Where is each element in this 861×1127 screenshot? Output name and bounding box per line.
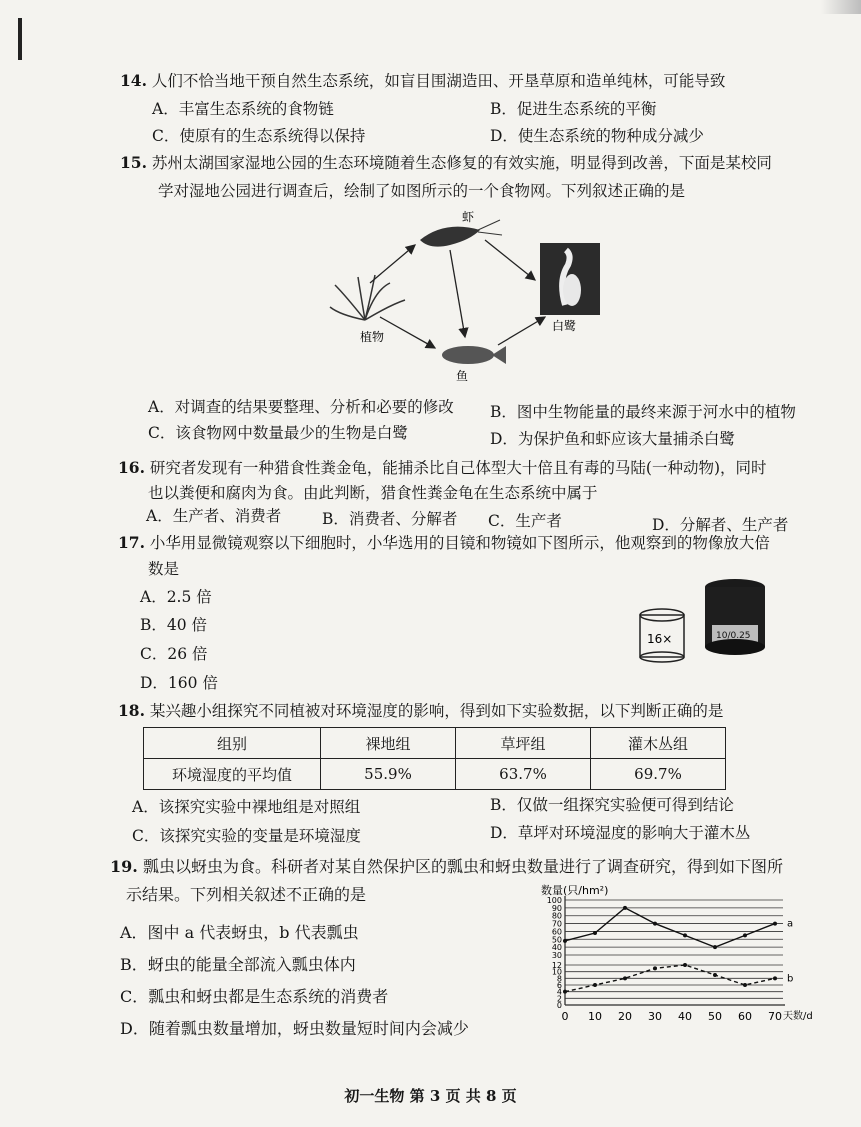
q16-stem-line1	[118, 457, 767, 479]
data-point-b	[623, 976, 627, 980]
arrow-shrimp-to-fish	[450, 250, 465, 337]
x-tick-label: 20	[618, 1010, 632, 1023]
y-tick-label: 40	[551, 943, 562, 953]
q14-option-d: D．使生态系统的物种成分减少	[490, 127, 704, 145]
series-label-b: b	[787, 973, 794, 985]
q19-option-b: B．蚜虫的能量全部流入瓢虫体内	[120, 955, 356, 974]
data-point-b	[653, 966, 657, 970]
chart-ylabel: 数量(只/hm²)	[541, 884, 609, 897]
q17-option-a: A．2.5 倍	[140, 588, 212, 606]
q18-stem-text: 某兴趣小组探究不同植被对环境湿度的影响，得到如下实验数据，以下判断正确的是	[149, 702, 724, 720]
q18-option-b: B．仅做一组探究实验便可得到结论	[490, 796, 734, 814]
q14-stem-text: 人们不恰当地干预自然生态系统，如盲目围湖造田、开垦草原和造单纯林，可能导致	[151, 72, 726, 90]
q15-stem-text1: 苏州太湖国家湿地公园的生态环境随着生态修复的有效实施，明显得到改善，下面是某校同	[151, 154, 772, 172]
q19-option-a: A．图中 a 代表蚜虫，b 代表瓢虫	[120, 923, 359, 942]
q19-stem-line1	[110, 856, 783, 878]
q19-stem-line2: 示结果。下列相关叙述不正确的是	[126, 885, 367, 904]
table-row	[144, 759, 726, 790]
y-tick-label: 50	[551, 935, 562, 945]
arrow-fish-to-egret	[498, 317, 545, 345]
q16-stem-text1: 研究者发现有一种猎食性粪金龟，能捕杀比自己体型大十倍且有毒的马陆(一种动物)，同时	[149, 459, 767, 477]
q15-option-c: C．该食物网中数量最少的生物是白鹭	[148, 424, 408, 442]
q16-option-a: A．生产者、消费者	[146, 507, 282, 525]
q17-number: 17.	[118, 533, 145, 552]
q19-option-c: C．瓢虫和蚜虫都是生态系统的消费者	[120, 987, 389, 1006]
chart-ticks	[547, 896, 782, 1023]
objective-label: 10/0.25	[716, 631, 751, 641]
q14-option-a: A．丰富生态系统的食物链	[152, 100, 334, 118]
q18-stem	[118, 700, 723, 722]
data-point-b	[743, 983, 747, 987]
data-point-a	[653, 922, 657, 926]
data-point-b	[593, 983, 597, 987]
table-cell: 69.7%	[591, 759, 726, 790]
data-point-a	[683, 933, 687, 937]
y-tick-label: 2	[556, 994, 562, 1004]
y-tick-label: 100	[546, 896, 562, 905]
y-tick-label: 80	[551, 911, 562, 921]
arrow-shrimp-to-egret	[485, 240, 535, 280]
q15-option-b: B．图中生物能量的最终来源于河水中的植物	[490, 403, 796, 421]
q14-stem	[120, 70, 725, 92]
table-header-cell: 灌木丛组	[591, 728, 726, 759]
q18-option-c: C．该探究实验的变量是环境湿度	[132, 827, 361, 845]
microscope-lenses	[630, 575, 780, 670]
q14-option-b: B．促进生态系统的平衡	[490, 100, 657, 118]
data-point-b	[563, 990, 567, 994]
shrimp-icon	[420, 220, 502, 247]
data-point-a	[743, 933, 747, 937]
x-tick-label: 40	[678, 1010, 692, 1023]
chart-grid	[565, 896, 785, 1005]
table-header-cell: 草坪组	[456, 728, 591, 759]
page-footer: 初一生物 第 3 页 共 8 页	[344, 1087, 517, 1105]
food-web-diagram	[320, 205, 620, 385]
data-point-b	[773, 976, 777, 980]
x-tick-label: 10	[588, 1010, 602, 1023]
data-point-b	[683, 963, 687, 967]
q19-number: 19.	[110, 857, 138, 876]
plant-icon	[330, 275, 405, 320]
table-cell: 63.7%	[456, 759, 591, 790]
y-tick-label: 70	[551, 919, 562, 929]
y-tick-label: 4	[556, 987, 562, 997]
table-header-row	[144, 728, 726, 759]
q18-option-d: D．草坪对环境湿度的影响大于灌木丛	[490, 824, 751, 842]
y-tick-label: 60	[551, 927, 562, 937]
data-point-a	[773, 922, 777, 926]
y-tick-label: 0	[556, 1001, 562, 1010]
data-point-a	[593, 931, 597, 935]
q16-option-c: C．生产者	[488, 512, 562, 530]
q15-number: 15.	[120, 153, 147, 172]
data-point-a	[713, 945, 717, 949]
fish-icon	[442, 346, 506, 364]
q14-number: 14.	[120, 71, 147, 90]
q17-stem-line1	[118, 532, 770, 554]
data-point-a	[623, 906, 627, 910]
q14-option-c: C．使原有的生态系统得以保持	[152, 127, 366, 145]
x-tick-label: 50	[708, 1010, 722, 1023]
data-point-a	[563, 939, 567, 943]
series-label-a: a	[787, 918, 794, 930]
arrow-plant-to-shrimp	[370, 245, 415, 283]
q17-stem-line2: 数是	[148, 560, 180, 578]
egret-icon	[540, 243, 600, 315]
scan-corner-shadow	[821, 0, 861, 14]
eyepiece-label: 16×	[647, 632, 673, 646]
chart-xlabel: 天数/d	[783, 1011, 813, 1022]
q16-option-b: B．消费者、分解者	[322, 510, 458, 528]
q16-stem-line2: 也以粪便和腐肉为食。由此判断，猎食性粪金龟在生态系统中属于	[148, 484, 598, 502]
q16-number: 16.	[118, 458, 145, 477]
x-tick-label: 60	[738, 1010, 752, 1023]
q17-option-c: C．26 倍	[140, 645, 208, 663]
q18-number: 18.	[118, 701, 145, 720]
table-cell: 环境湿度的平均值	[144, 759, 321, 790]
q15-option-d: D．为保护鱼和虾应该大量捕杀白鹭	[490, 430, 735, 448]
series-line-a	[565, 908, 775, 947]
q18-data-table	[143, 727, 726, 790]
q19-stem-text1: 瓢虫以蚜虫为食。科研者对某自然保护区的瓢虫和蚜虫数量进行了调查研究，得到如下图所	[142, 857, 783, 876]
q16-option-d: D．分解者、生产者	[652, 516, 789, 534]
y-tick-label: 12	[551, 961, 562, 970]
data-point-b	[713, 973, 717, 977]
q17-option-d: D．160 倍	[140, 674, 218, 692]
x-tick-label: 70	[768, 1010, 782, 1023]
q15-stem-line1	[120, 152, 772, 174]
y-tick-label: 10	[551, 967, 562, 977]
q19-option-d: D．随着瓢虫数量增加，蚜虫数量短时间内会减少	[120, 1019, 469, 1038]
plant-label: 植物	[360, 330, 385, 344]
shrimp-label: 虾	[462, 210, 475, 224]
table-cell: 55.9%	[321, 759, 456, 790]
x-tick-label: 30	[648, 1010, 662, 1023]
q17-stem-text1: 小华用显微镜观察以下细胞时，小华选用的目镜和物镜如下图所示，他观察到的物像放大倍	[149, 534, 770, 552]
arrow-plant-to-fish	[380, 317, 435, 348]
q15-option-a: A．对调查的结果要整理、分析和必要的修改	[148, 398, 454, 416]
y-tick-label: 30	[551, 951, 562, 960]
chart-lines	[563, 906, 793, 994]
scan-edge-mark	[18, 18, 22, 60]
q18-option-a: A．该探究实验中裸地组是对照组	[132, 798, 361, 816]
x-tick-label: 0	[561, 1010, 569, 1023]
objective-icon	[705, 579, 765, 655]
fish-label: 鱼	[456, 369, 469, 383]
q15-stem-line2: 学对湿地公园进行调查后，绘制了如图所示的一个食物网。下列叙述正确的是	[158, 182, 686, 200]
egret-label: 白鹭	[552, 319, 577, 333]
y-tick-label: 6	[556, 981, 562, 990]
y-tick-label: 8	[556, 974, 562, 984]
y-tick-label: 90	[551, 903, 562, 913]
population-line-chart	[525, 880, 825, 1040]
table-header-cell: 裸地组	[321, 728, 456, 759]
q17-option-b: B．40 倍	[140, 616, 208, 634]
table-header-cell: 组别	[144, 728, 321, 759]
